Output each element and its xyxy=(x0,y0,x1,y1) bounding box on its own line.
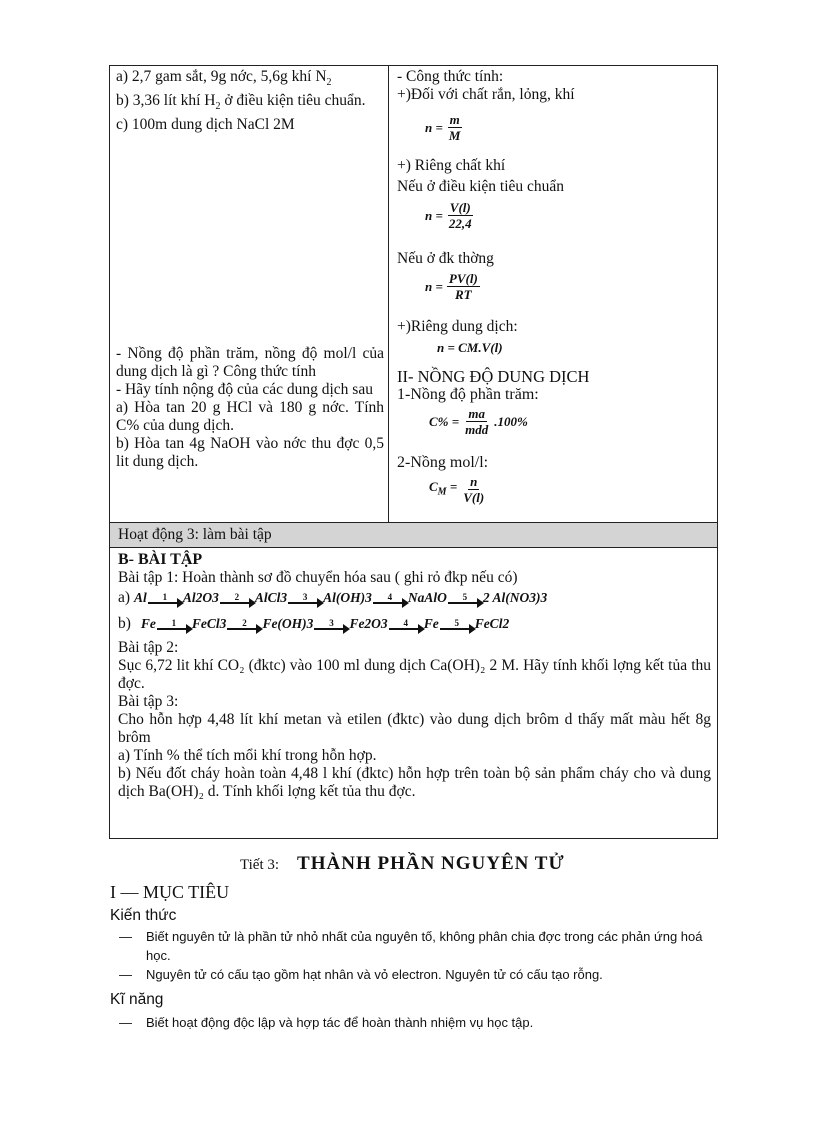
chain-a-label: a) xyxy=(118,589,131,606)
step-number: 4 xyxy=(403,617,408,628)
reaction-arrow xyxy=(148,593,182,604)
bullet-dash: — xyxy=(119,929,132,944)
arrow-line xyxy=(389,628,423,630)
section-concentration: II- NỒNG ĐỘ DUNG DỊCH xyxy=(397,367,590,386)
right-column xyxy=(389,66,717,522)
reaction-arrow xyxy=(448,593,482,604)
formula-n-cm-v: n = CM.V(l) xyxy=(437,340,503,355)
step-number: 1 xyxy=(162,591,168,602)
question-calc: - Hãy tính nộng độ của các dung dịch sau xyxy=(116,381,373,398)
reaction-arrow xyxy=(288,593,322,604)
bullet-dash: — xyxy=(119,967,132,982)
bullet-dash: — xyxy=(119,1015,132,1030)
exercises-heading: B- BÀI TẬP xyxy=(118,551,203,568)
chain-species: 2 Al(NO3)3 xyxy=(482,590,548,605)
knowledge-heading: Kiến thức xyxy=(110,907,177,924)
arrow-line xyxy=(157,628,191,630)
gas-note: +) Riêng chất khí xyxy=(397,157,506,174)
step-number: 5 xyxy=(462,591,468,602)
question-naoh: b) Hòa tan 4g NaOH vào nớc thu đợc 0,5 lit dung dịch. xyxy=(116,435,384,470)
reaction-arrow xyxy=(220,593,254,604)
chain-species: FeCl2 xyxy=(474,616,510,631)
exercise-3-title: Bài tập 3: xyxy=(118,693,179,710)
solution-note: +)Riêng dung dịch: xyxy=(397,318,518,335)
lesson-table xyxy=(109,65,718,839)
activity-header: Hoạt động 3: làm bài tập xyxy=(110,523,717,548)
reaction-arrow xyxy=(373,593,407,604)
question-hcl: a) Hòa tan 20 g HCl và 180 g nớc. Tính C% của dung dịch. xyxy=(116,399,384,434)
chain-b-label: b) xyxy=(118,615,131,632)
formula-n-m-over-M: n = $\frac{m}{M}$ xyxy=(425,112,461,143)
chain-species: Fe xyxy=(423,616,439,631)
reaction-arrow xyxy=(314,619,348,630)
exercise-3-a: a) Tính % thể tích mổi khí trong hỗn hợp. xyxy=(118,747,377,764)
formula-intro: - Công thức tính: xyxy=(397,68,504,85)
chain-species: Al xyxy=(134,590,147,605)
exercise-3-b: b) Nếu đốt cháy hoàn toàn 4,48 l khí (đktc) hỗn hợp trên toàn bộ sản phẩm cháy cho và dung dịch Ba(OH)₂ d. Tính khối lợng kết tủa thu đợc. xyxy=(118,765,711,800)
step-number: 4 xyxy=(387,591,393,602)
lesson-title-text: THÀNH PHẦN NGUYÊN TỬ xyxy=(297,853,565,874)
arrow-line xyxy=(448,602,482,604)
step-number: 3 xyxy=(302,591,308,602)
formula-cm: $C_M$ = $\frac{n}{V(l)}$ xyxy=(429,474,485,505)
formula-n-stp: n = $\frac{V(l)}{22,4}$ xyxy=(425,200,472,231)
formula-c-percent: C% = $\frac{ma}{\text{mdd}}$ .100% xyxy=(429,406,528,437)
step-number: 2 xyxy=(242,617,247,628)
step-number: 5 xyxy=(454,617,459,628)
reaction-arrow xyxy=(440,619,474,630)
exercises-cell xyxy=(110,548,717,838)
chain-species: Fe xyxy=(140,616,156,631)
arrow-line xyxy=(227,628,261,630)
chain-species: AlCl3 xyxy=(254,590,288,605)
chain-species: Fe2O3 xyxy=(349,616,388,631)
question-concentration: - Nồng độ phần trăm, nồng độ mol/l của dung dịch là gì ? Công thức tính xyxy=(116,345,384,380)
chain-species: FeCl3 xyxy=(191,616,227,631)
reaction-chain-a xyxy=(118,587,711,609)
lesson-title xyxy=(240,853,565,875)
skills-heading: Kĩ năng xyxy=(110,991,164,1008)
knowledge-item: — Biết nguyên tử là phần tử nhỏ nhất của nguyên tố, không phân chia đợc trong các phản ứng hoá học. xyxy=(119,929,703,963)
chain-species: Fe(OH)3 xyxy=(262,616,314,631)
chain-species: Al(OH)3 xyxy=(323,590,372,605)
question-c: c) 100m dung dịch NaCl 2M xyxy=(116,116,295,134)
exercise-2-title: Bài tập 2: xyxy=(118,639,179,656)
arrow-line xyxy=(288,602,322,604)
arrow-line xyxy=(314,628,348,630)
arrow-line xyxy=(220,602,254,604)
exercise-1-prompt: Bài tập 1: Hoàn thành sơ đồ chuyển hóa sau ( ghi rỏ đkp nếu có) xyxy=(118,569,518,586)
concentration-questions xyxy=(116,345,384,471)
exercise-2-text: Sục 6,72 lit khí CO₂ (đktc) vào 100 ml dung dịch Ca(OH)₂ 2 M. Hãy tính khối lợng kết tủa thu đợc. xyxy=(118,657,711,692)
reaction-arrow xyxy=(227,619,261,630)
question-b: b) 3,36 lít khí $H_2$ ở điều kiện tiêu chuẩn. xyxy=(116,92,366,113)
arrow-line xyxy=(440,628,474,630)
normal-conditions-note: Nếu ở đk thờng xyxy=(397,250,494,267)
skill-item: — Biết hoạt động độc lập và hợp tác để hoàn thành nhiệm vụ học tập. xyxy=(119,1015,534,1030)
theory-row xyxy=(110,66,717,523)
stp-note: Nếu ở điều kiện tiêu chuẩn xyxy=(397,178,565,195)
exercise-3-text: Cho hỗn hợp 4,48 lít khí metan và etilen (đktc) vào dung dịch brôm d thấy mất màu hết 8g brôm xyxy=(118,711,711,746)
step-number: 1 xyxy=(171,617,177,628)
chain-species: NaAlO xyxy=(407,590,447,605)
percent-heading: 1-Nồng độ phần trăm: xyxy=(397,386,539,403)
reaction-arrow xyxy=(157,619,191,630)
chain-species: Al2O3 xyxy=(182,590,219,605)
objectives-heading: I — MỤC TIÊU xyxy=(110,882,230,902)
reaction-arrow xyxy=(389,619,423,630)
question-a: a) 2,7 gam sắt, 9g nớc, 5,6g khí $N_2$ xyxy=(116,68,332,89)
molar-heading: 2-Nồng mol/l: xyxy=(397,454,489,471)
step-number: 2 xyxy=(234,591,240,602)
arrow-line xyxy=(148,602,182,604)
arrow-line xyxy=(373,602,407,604)
step-number: 3 xyxy=(329,617,334,628)
solid-liquid-note: +)Đối với chất rắn, lỏng, khí xyxy=(397,86,575,103)
lesson-period: Tiết 3: xyxy=(240,857,280,873)
knowledge-item: — Nguyên tử có cấu tạo gồm hạt nhân và vỏ electron. Nguyên tử có cấu tạo rỗng. xyxy=(119,967,603,982)
left-column xyxy=(110,66,389,522)
reaction-chain-b xyxy=(118,613,711,635)
formula-n-pv-rt: n = $\frac{PV(l)}{RT}$ xyxy=(425,271,478,302)
